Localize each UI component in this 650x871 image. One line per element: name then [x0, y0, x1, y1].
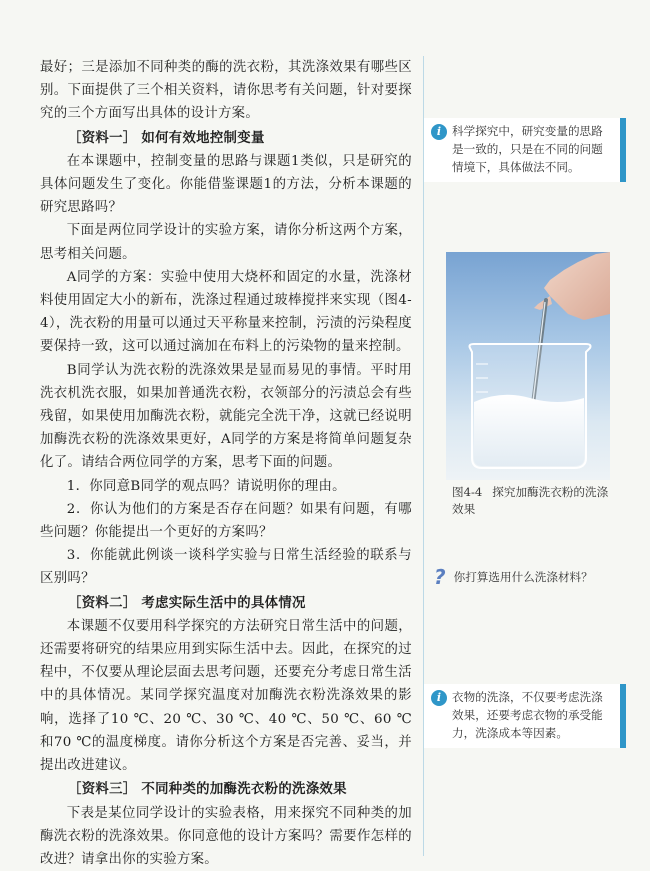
sidebar-note-1-text: 科学探究中，研究变量的思路是一致的，只是在不同的问题情境下，具体做法不同。 [452, 124, 603, 174]
section-heading-2: ［资料二］ 考虑实际生活中的具体情况 [40, 592, 412, 615]
question-3: 3．你能就此例谈一谈科学实验与日常生活经验的联系与区别吗？ [40, 544, 412, 590]
section1-paragraph-3: A同学的方案：实验中使用大烧杯和固定的水量，洗涤材料使用固定大小的新布，洗涤过程通过玻棒搅拌来实现（图4-4），洗衣粉的用量可以通过天平称量来控制，污渍的污染程度要保持一致，这可以通过滴加在布料上的污染物的量来控制。 [40, 266, 412, 359]
section-heading-1: ［资料一］ 如何有效地控制变量 [40, 127, 412, 150]
info-icon: i [431, 690, 447, 706]
section1-paragraph-1: 在本课题中，控制变量的思路与课题1类似，只是研究的具体问题发生了变化。你能借鉴课题1的方法，分析本课题的研究思路吗？ [40, 150, 412, 220]
sidebar-note-2-text: 衣物的洗涤，不仅要考虑洗涤效果，还要考虑衣物的承受能力，洗涤成本等因素。 [452, 690, 603, 740]
section3-paragraph-1: 下表是某位同学设计的实验表格，用来探究不同种类的加酶洗衣粉的洗涤效果。你同意他的设计方案吗？需要作怎样的改进？请拿出你的实验方案。 [40, 802, 412, 871]
section-heading-3: ［资料三］ 不同种类的加酶洗衣粉的洗涤效果 [40, 778, 412, 801]
beaker-photo [446, 252, 610, 480]
section1-paragraph-4: B同学认为洗衣粉的洗涤效果是显而易见的事情。平时用洗衣机洗衣服，如果加普通洗衣粉，衣领部分的污渍总会有些残留，如果使用加酶洗衣粉，就能完全洗干净，这就已经说明加酶洗衣粉的洗涤效果更好，A同学的方案是将简单问题复杂化了。请结合两位同学的方案，思考下面的问题。 [40, 359, 412, 475]
question-2: 2．你认为他们的方案是否存在问题？如果有问题，有哪些问题？你能提出一个更好的方案吗？ [40, 498, 412, 544]
section1-paragraph-2: 下面是两位同学设计的实验方案，请你分析这两个方案，思考相关问题。 [40, 219, 412, 265]
question-1: 1．你同意B同学的观点吗？请说明你的理由。 [40, 475, 412, 498]
figure-caption-text: 探究加酶洗衣粉的洗涤效果 [452, 485, 608, 516]
figure-caption [452, 484, 612, 518]
figure-number: 图4-4 [452, 485, 482, 499]
sidebar-note-2 [424, 684, 626, 748]
info-icon: i [431, 124, 447, 140]
sidebar-note-1 [424, 118, 626, 182]
main-text-column [40, 56, 412, 871]
intro-paragraph: 最好；三是添加不同种类的酶的洗衣粉，其洗涤效果有哪些区别。下面提供了三个相关资料，请你思考有关问题，针对要探究的三个方面写出具体的设计方案。 [40, 56, 412, 126]
hand-shape [544, 252, 610, 320]
section2-paragraph-1: 本课题不仅要用科学探究的方法研究日常生活中的问题，还需要将研究的结果应用到实际生活中去。因此，在探究的过程中，不仅要从理论层面去思考问题，还要充分考虑日常生活中的具体情况。某同学探究温度对加酶洗衣粉洗涤效果的影响，选择了10 ℃、20 ℃、30 ℃、40 ℃、50 ℃、60 ℃和70 ℃的温度梯度。请你分析这个方案是否完善、妥当，并提出改进建议。 [40, 615, 412, 777]
beaker-liquid [474, 395, 584, 466]
sidebar-question-text: 你打算选用什么洗涤材料？ [454, 570, 593, 584]
question-mark-icon: ? [434, 565, 446, 589]
sidebar-question [434, 568, 634, 586]
beaker-illustration [446, 252, 610, 480]
